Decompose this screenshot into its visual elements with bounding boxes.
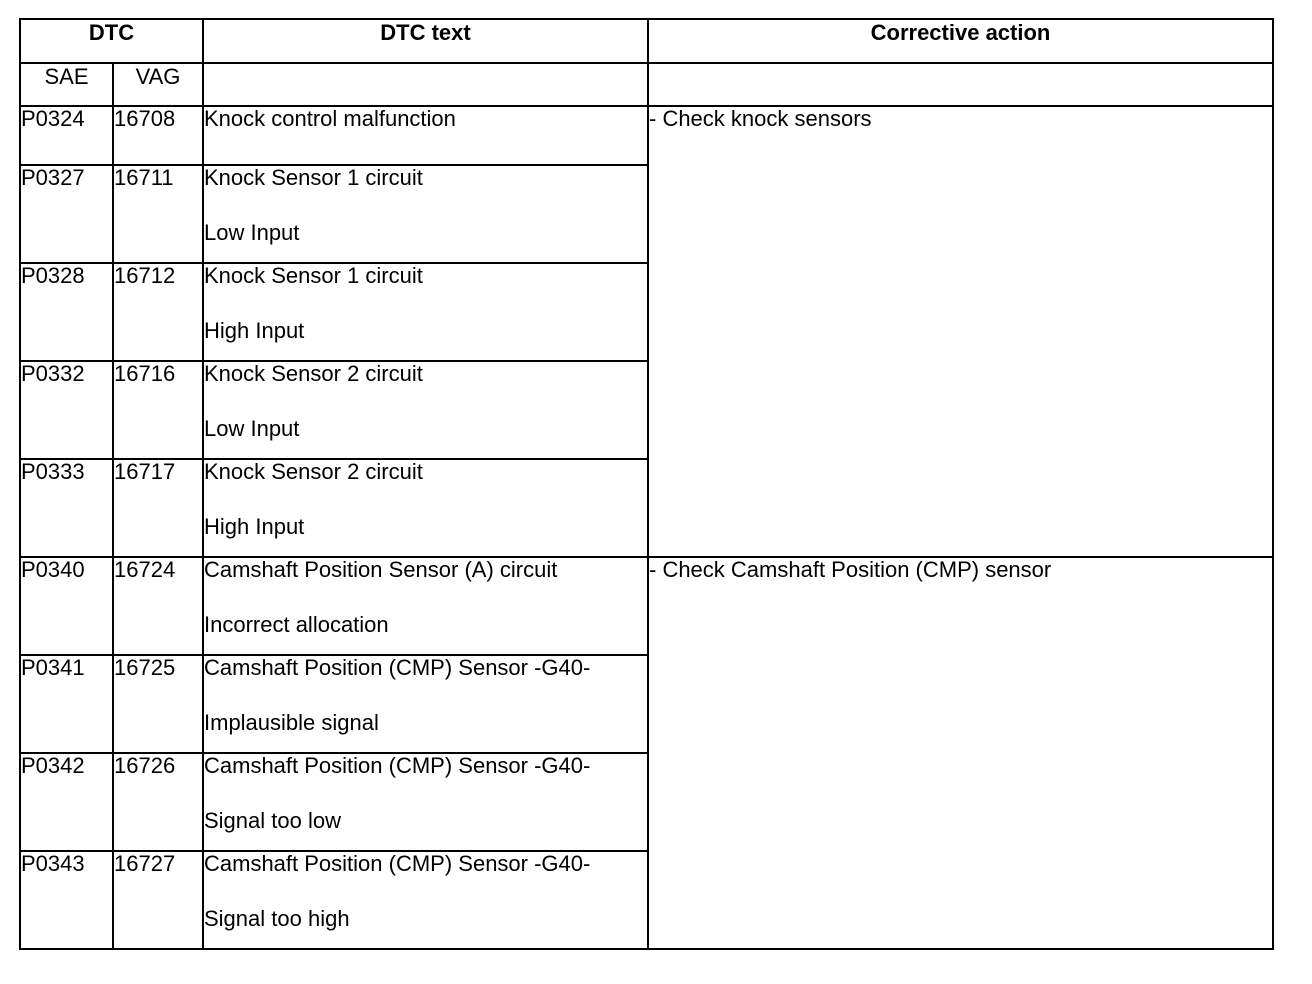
subheader-row	[20, 63, 1273, 106]
vag-code: 16726	[113, 753, 203, 851]
header-dtc-text: DTC text	[203, 19, 648, 63]
dtc-text-line2: Signal too high	[204, 906, 350, 931]
dtc-text	[203, 361, 648, 459]
dtc-text-line2: High Input	[204, 514, 305, 539]
dtc-text	[203, 655, 648, 753]
dtc-text-line1: Knock control malfunction	[204, 106, 456, 131]
dtc-text-line2: Low Input	[204, 416, 300, 441]
sae-code: P0343	[20, 851, 113, 949]
sae-code: P0341	[20, 655, 113, 753]
dtc-text-line1: Camshaft Position Sensor (A) circuit	[204, 557, 558, 582]
table-row	[20, 106, 1273, 165]
dtc-text-line2: Low Input	[204, 220, 300, 245]
vag-code: 16711	[113, 165, 203, 263]
vag-code: 16725	[113, 655, 203, 753]
dtc-table	[19, 18, 1274, 950]
sae-code: P0324	[20, 106, 113, 165]
dtc-text-line2: Signal too low	[204, 808, 341, 833]
dtc-text	[203, 459, 648, 557]
sae-code: P0333	[20, 459, 113, 557]
sae-code: P0327	[20, 165, 113, 263]
subheader-blank-action	[648, 63, 1273, 106]
dtc-text-line2: Implausible signal	[204, 710, 379, 735]
subheader-blank-text	[203, 63, 648, 106]
dtc-text-line1: Knock Sensor 2 circuit	[204, 361, 423, 386]
dtc-table-body	[20, 19, 1273, 949]
header-row	[20, 19, 1273, 63]
dtc-text-line1: Knock Sensor 2 circuit	[204, 459, 423, 484]
table-row	[20, 557, 1273, 655]
subheader-sae: SAE	[20, 63, 113, 106]
dtc-text-line1: Camshaft Position (CMP) Sensor -G40-	[204, 851, 591, 876]
dtc-text	[203, 106, 648, 165]
vag-code: 16708	[113, 106, 203, 165]
dtc-text	[203, 753, 648, 851]
dtc-text-line2: High Input	[204, 318, 305, 343]
dtc-text-line1: Camshaft Position (CMP) Sensor -G40-	[204, 753, 591, 778]
dtc-text	[203, 165, 648, 263]
dtc-text-line1: Knock Sensor 1 circuit	[204, 165, 423, 190]
corrective-action-knock: - Check knock sensors	[648, 106, 1273, 557]
sae-code: P0340	[20, 557, 113, 655]
corrective-action-camshaft: - Check Camshaft Position (CMP) sensor	[648, 557, 1273, 949]
vag-code: 16724	[113, 557, 203, 655]
subheader-vag: VAG	[113, 63, 203, 106]
vag-code: 16727	[113, 851, 203, 949]
header-corrective-action: Corrective action	[648, 19, 1273, 63]
dtc-text	[203, 557, 648, 655]
sae-code: P0332	[20, 361, 113, 459]
vag-code: 16716	[113, 361, 203, 459]
header-dtc: DTC	[20, 19, 203, 63]
dtc-text	[203, 851, 648, 949]
dtc-text-line2: Incorrect allocation	[204, 612, 389, 637]
dtc-text	[203, 263, 648, 361]
vag-code: 16712	[113, 263, 203, 361]
sae-code: P0342	[20, 753, 113, 851]
dtc-text-line1: Camshaft Position (CMP) Sensor -G40-	[204, 655, 591, 680]
vag-code: 16717	[113, 459, 203, 557]
dtc-text-line1: Knock Sensor 1 circuit	[204, 263, 423, 288]
sae-code: P0328	[20, 263, 113, 361]
